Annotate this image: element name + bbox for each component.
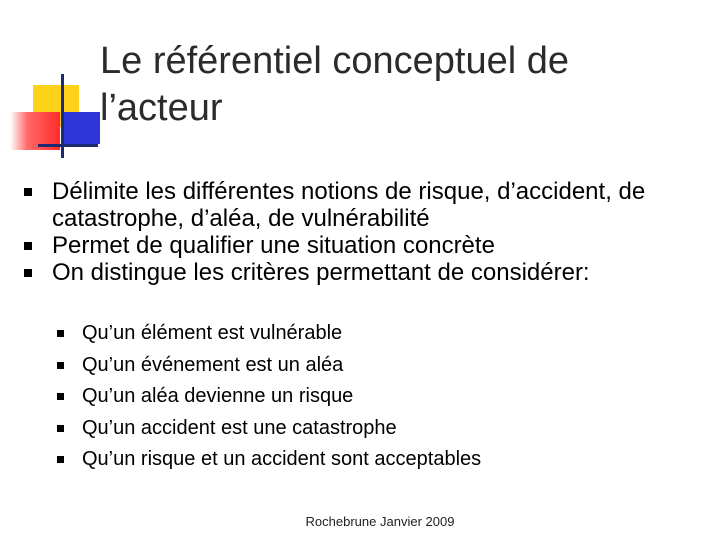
bullet-text: On distingue les critères permettant de considérer: — [52, 259, 590, 286]
sub-bullet-item — [0, 350, 720, 382]
sub-bullet-item — [0, 318, 720, 350]
square-bullet-icon — [57, 456, 64, 463]
sub-bullet-item — [0, 444, 720, 476]
square-bullet-icon — [57, 425, 64, 432]
bullet-text: Permet de qualifier une situation concrète — [52, 232, 495, 259]
sub-bullet-text: Qu’un accident est une catastrophe — [82, 416, 397, 439]
sub-bullet-item — [0, 381, 720, 413]
slide-footer: Rochebrune Janvier 2009 — [305, 514, 455, 529]
bullet-text: Délimite les différentes notions de risque, d’accident, de catastrophe, d’aléa, de vulnérabilité — [52, 178, 646, 232]
bullet-item — [0, 232, 702, 259]
sub-bullet-text: Qu’un risque et un accident sont acceptables — [82, 448, 482, 470]
square-bullet-icon — [24, 188, 32, 196]
slide-title: Le référentiel conceptuel de l’acteur — [100, 40, 569, 129]
sub-bullet-item — [0, 413, 720, 445]
bullet-list — [0, 178, 720, 286]
square-bullet-icon — [24, 242, 32, 250]
horizontal-line — [38, 144, 98, 147]
square-bullet-icon — [57, 393, 64, 400]
bullet-item — [0, 178, 702, 232]
sub-bullet-text: Qu’un événement est un aléa — [82, 353, 344, 376]
blue-square — [64, 112, 100, 144]
sub-bullet-text: Qu’un élément est vulnérable — [82, 322, 343, 344]
square-bullet-icon — [24, 269, 32, 277]
bullet-item — [0, 259, 702, 286]
decorative-logo — [0, 0, 110, 170]
square-bullet-icon — [57, 362, 64, 369]
square-bullet-icon — [57, 330, 64, 337]
sub-bullet-text: Qu’un aléa devienne un risque — [82, 385, 354, 407]
sub-bullet-list — [0, 318, 720, 476]
